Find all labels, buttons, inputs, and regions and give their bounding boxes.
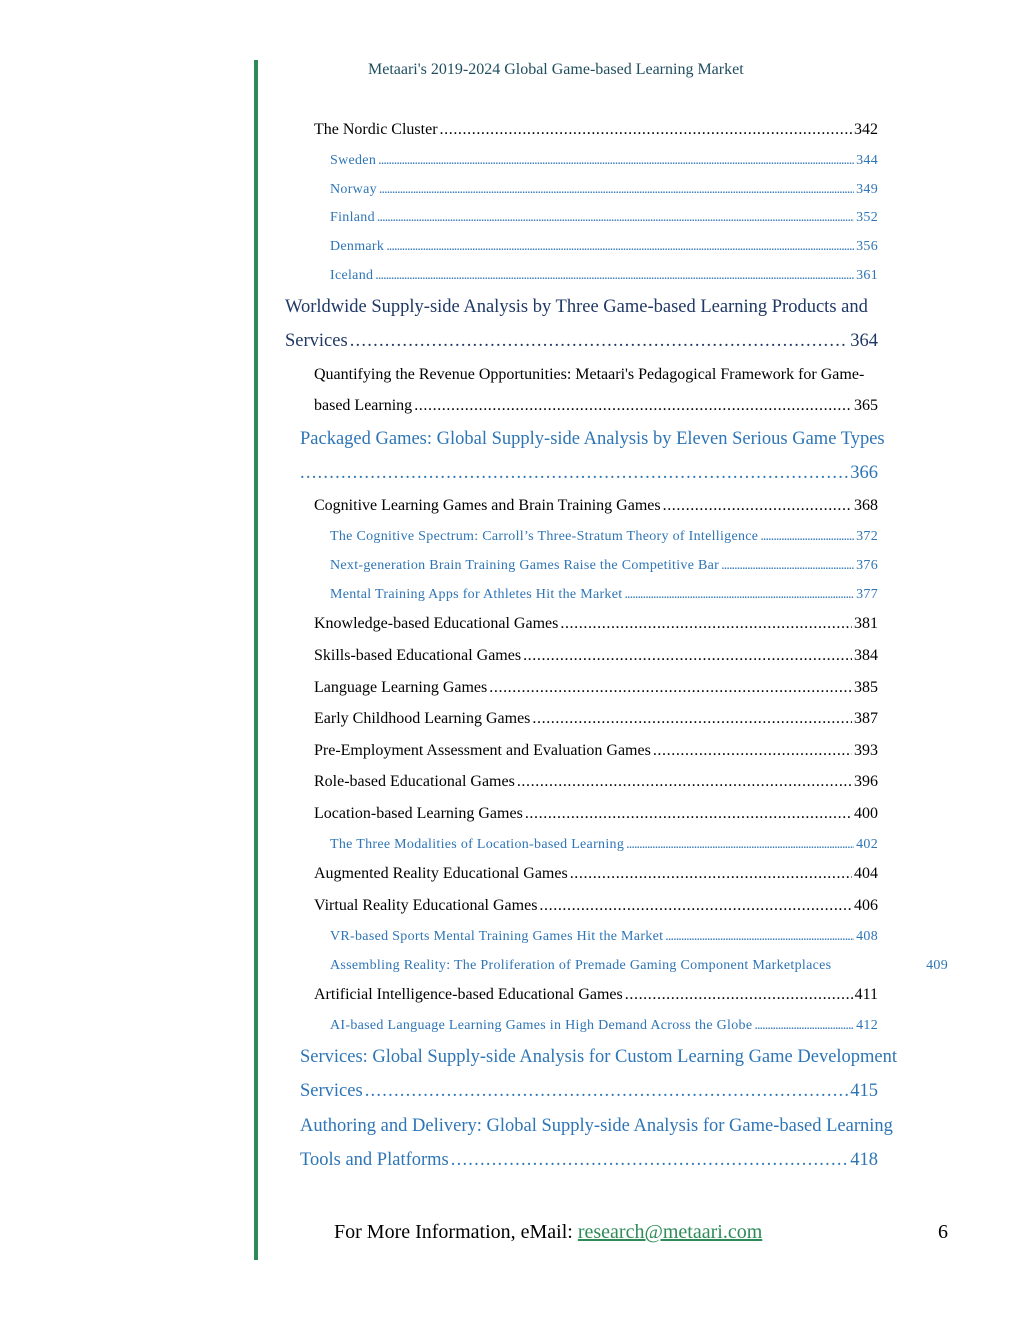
footer-label: For More Information, eMail: [334,1221,573,1243]
toc-entry-page: 364 [850,331,878,351]
toc-entry-page: 361 [856,268,878,283]
toc-entry-page: 349 [856,182,878,197]
toc-entry[interactable] [314,710,878,728]
toc-entry-title: Pre-Employment Assessment and Evaluation Games [314,742,651,759]
toc-entry-title-line1[interactable]: Quantifying the Revenue Opportunities: Metaari's Pedagogical Framework for Game- [314,366,865,383]
toc-entry-page: 400 [854,805,878,822]
toc-entry-page: 418 [850,1150,878,1170]
toc-entry-title: Knowledge-based Educational Games [314,615,559,632]
toc-entry-title: Early Childhood Learning Games [314,710,531,727]
toc-entry[interactable] [330,587,878,603]
toc-entry[interactable] [285,331,878,352]
toc-entry-page: 368 [854,497,878,514]
toc-entry-page: 377 [856,587,878,602]
toc-entry[interactable] [314,679,878,697]
toc-entry-page: 366 [850,463,878,483]
toc-entry-title-line2: Services [285,331,348,351]
toc-entry-page: 381 [854,615,878,632]
toc-entry[interactable] [330,210,878,226]
toc-entry-page: 387 [854,710,878,727]
toc-entry-title-line2: Tools and Platforms [300,1150,449,1170]
toc-entry-title-line1[interactable]: Services: Global Supply-side Analysis for Custom Learning Game Development [300,1047,898,1067]
toc-entry-title: Role-based Educational Games [314,773,515,790]
toc-entry[interactable] [300,1081,878,1102]
toc-entry-title: Denmark [330,239,385,254]
toc-entry[interactable] [330,958,948,974]
toc-entry[interactable] [314,615,878,633]
toc-entry-title-line1[interactable]: Authoring and Delivery: Global Supply-side Analysis for Game-based Learning [300,1116,893,1136]
toc-entry-title: AI-based Language Learning Games in High Demand Across the Globe [330,1018,753,1033]
toc-entry-title-line2: based Learning [314,397,413,414]
toc-entry[interactable] [330,182,878,198]
toc-entry-title: The Cognitive Spectrum: Carroll’s Three-Stratum Theory of Intelligence [330,529,759,544]
toc-entry-page: 406 [854,897,878,914]
toc-entry-page: 408 [856,929,878,944]
toc-entry-title: Next-generation Brain Training Games Raise the Competitive Bar [330,558,720,573]
toc-entry-title: Sweden [330,153,377,168]
toc-entry[interactable] [314,773,878,791]
toc-entry[interactable] [330,239,878,255]
toc-entry[interactable] [330,268,878,284]
toc-entry-title: Finland [330,210,375,225]
page-number: 6 [938,1221,948,1243]
toc-entry-title: VR-based Sports Mental Training Games Hit the Market [330,929,664,944]
toc-entry-page: 393 [854,742,878,759]
toc-entry-title-line1[interactable]: Packaged Games: Global Supply-side Analysis by Eleven Serious Game Types [300,429,885,449]
toc-entry[interactable] [314,397,878,415]
toc-entry[interactable] [314,121,878,139]
toc-entry-page: 376 [856,558,878,573]
toc-entry-page: 342 [854,121,878,138]
toc-entry-page: 352 [856,210,878,225]
toc-entry-page: 384 [854,647,878,664]
page-header-title: Metaari's 2019-2024 Global Game-based Learning Market [368,61,744,78]
toc-entry[interactable] [330,1018,878,1034]
toc-entry[interactable] [314,742,878,760]
toc-entry-page: 415 [850,1081,878,1101]
toc-entry-page: 356 [856,239,878,254]
toc-entry-title: Virtual Reality Educational Games [314,897,538,914]
toc-entry-title: Location-based Learning Games [314,805,523,822]
toc-entry-title: Language Learning Games [314,679,488,696]
toc-entry-page: 412 [856,1018,878,1033]
toc-entry-page: 372 [856,529,878,544]
toc-entry-page: 396 [854,773,878,790]
toc-entry-title: Cognitive Learning Games and Brain Training Games [314,497,661,514]
toc-entry-title-line2: Services [300,1081,363,1101]
toc-entry-title-line1[interactable]: Worldwide Supply-side Analysis by Three Game-based Learning Products and [285,297,868,317]
toc-entry[interactable] [330,153,878,169]
toc-entry-page: 404 [854,865,878,882]
toc-entry[interactable] [330,558,878,574]
toc-entry[interactable] [330,837,878,853]
toc-entry[interactable] [330,529,878,545]
footer-email-link[interactable]: research@metaari.com [577,1221,763,1243]
toc-entry[interactable] [314,986,878,1004]
toc-entry-title: Mental Training Apps for Athletes Hit the Market [330,587,623,602]
toc-entry[interactable] [314,897,878,915]
footer-contact [334,1221,762,1244]
toc-entry-title: Norway [330,182,377,197]
toc-entry-title: Skills-based Educational Games [314,647,522,664]
toc-entry-title: Augmented Reality Educational Games [314,865,568,882]
toc-entry[interactable] [314,647,878,665]
toc-entry-title: The Nordic Cluster [314,121,438,138]
toc-entry-page: 385 [854,679,878,696]
toc-entry[interactable] [330,929,878,945]
toc-entry[interactable] [314,865,878,883]
toc-entry-page: 402 [856,837,878,852]
toc-entry-title: The Three Modalities of Location-based Learning [330,837,625,852]
toc-entry-page: 344 [856,153,878,168]
toc-entry-page: 409 [926,958,948,973]
toc-entry[interactable] [314,497,878,515]
toc-entry-title: Iceland [330,268,374,283]
toc-entry-page: 365 [854,397,878,414]
toc-entry[interactable] [300,1150,878,1171]
toc-entry-title: Assembling Reality: The Proliferation of Premade Gaming Component Marketplaces [330,958,832,973]
toc-entry[interactable] [314,805,878,823]
toc-entry-title: Artificial Intelligence-based Educational Games [314,986,623,1003]
toc-entry-page: 411 [854,986,878,1003]
toc-entry[interactable] [300,463,878,484]
